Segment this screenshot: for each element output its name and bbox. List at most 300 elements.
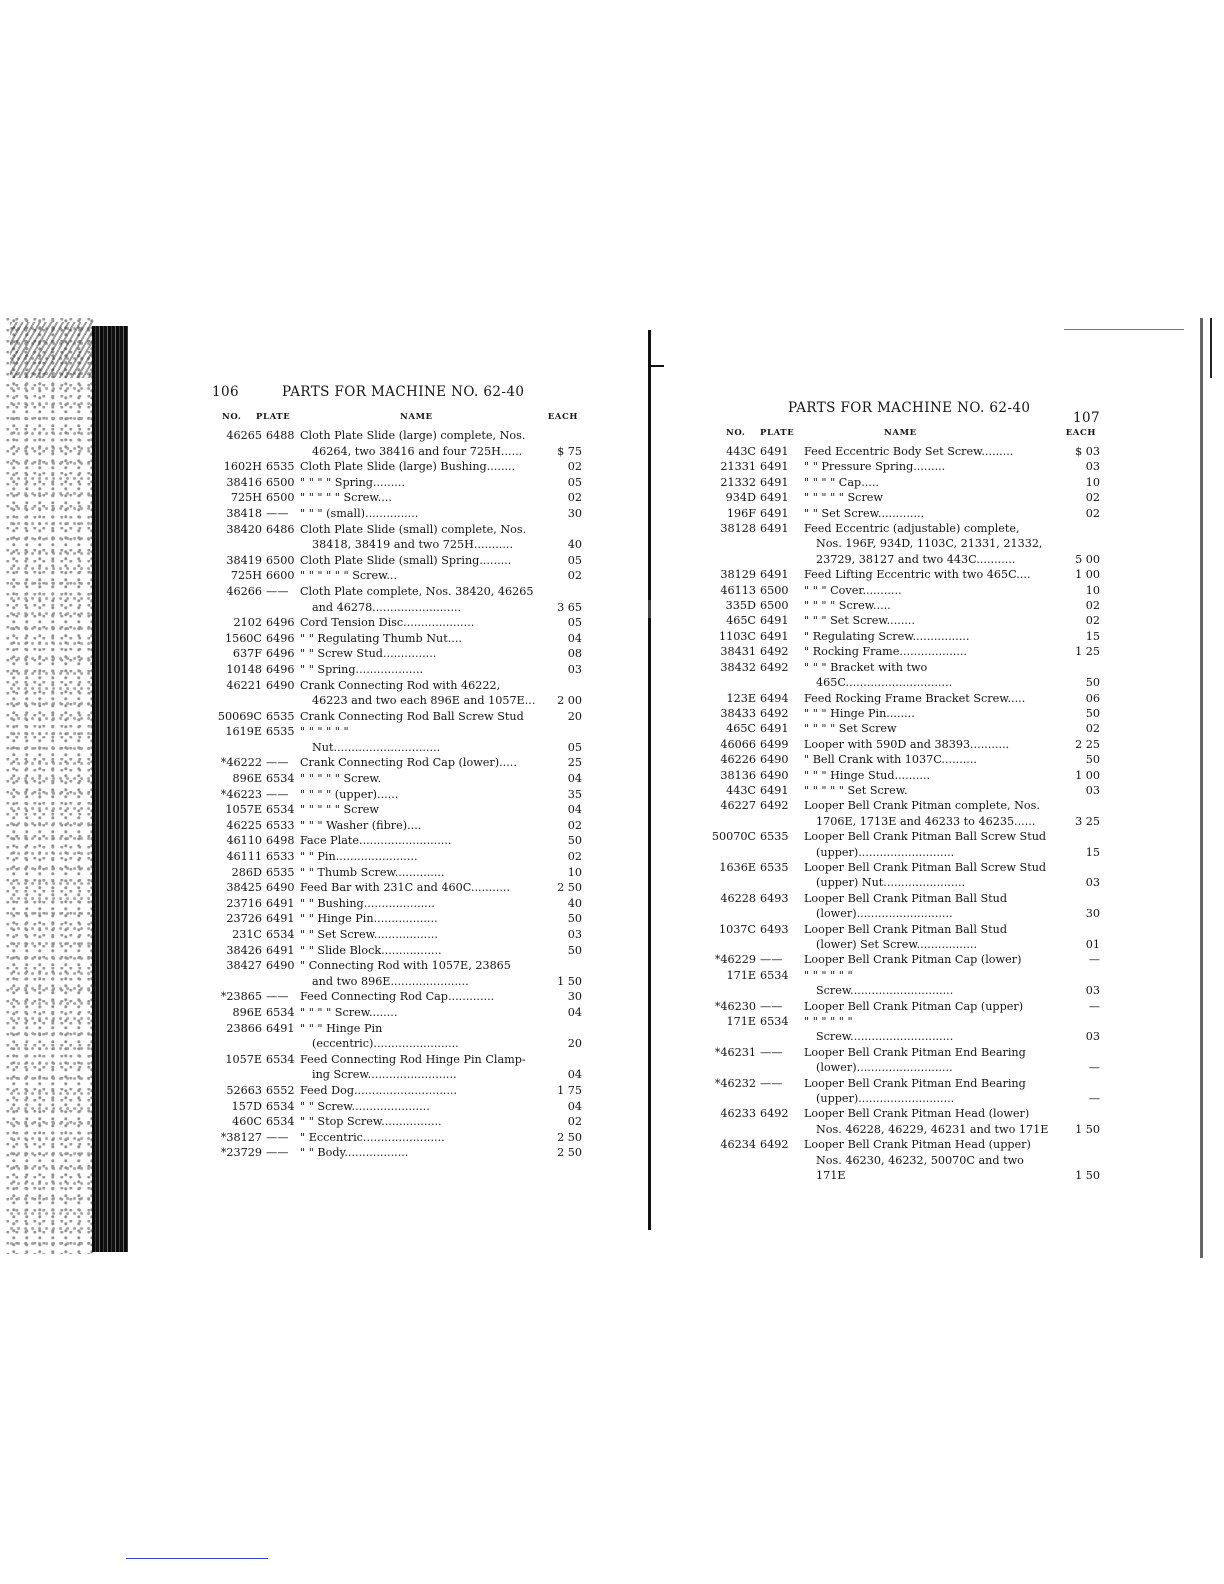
part-name [300,709,538,725]
part-name-line: " " " Set Screw........ [804,614,916,628]
part-row [212,1099,582,1115]
plate-number: 6491 [760,460,789,474]
part-name [300,646,538,662]
part-name [804,583,1052,598]
plate-number: 6490 [266,959,295,973]
col-head-plate: PLATE [256,412,291,422]
part-name-line: 465C.............................. [816,676,953,690]
part-number: 286D [231,865,262,879]
part-row [700,613,1100,628]
part-number: 335D [725,599,756,613]
part-name-line: Crank Connecting Rod with 46222, [300,678,501,692]
part-name [300,490,538,506]
part-row [212,553,582,569]
col-head-name: NAME [400,412,433,422]
part-price: — [1088,1061,1100,1075]
part-name [300,833,538,849]
part-name [300,1005,538,1021]
part-number: 38136 [720,768,756,782]
part-name [300,771,538,787]
part-row [212,475,582,491]
plate-number: 6535 [266,460,295,474]
part-name-line: " " Regulating Thumb Nut.... [300,631,462,645]
part-name-line: " " Set Screw.................. [300,928,438,941]
part-price: 1 00 [1075,768,1100,782]
part-price: 3 65 [557,600,582,614]
part-name-line: " " Spring................... [300,662,424,676]
parts-list [212,428,582,1161]
plate-number: 6535 [266,865,295,879]
plate-number: 6491 [760,445,789,458]
part-price: 02 [1085,599,1100,613]
part-name [300,849,538,865]
plate-number: 6494 [760,691,789,705]
column-heads [700,428,1100,444]
part-price: 02 [567,850,582,864]
part-price: 2 50 [557,1130,582,1144]
part-name-line: " Regulating Screw................ [804,629,970,643]
part-price: 03 [1085,460,1100,474]
part-row [212,584,582,615]
part-row [212,724,582,755]
part-row [700,660,1100,691]
part-row [212,958,582,989]
scan-top-line [1064,329,1184,330]
part-name-line: " Connecting Rod with 1057E, 23865 [300,959,511,973]
part-price: 30 [1085,907,1100,921]
part-row [212,927,582,943]
part-row [212,1021,582,1052]
part-row [700,783,1100,798]
part-name-line: " " Pin....................... [300,850,418,864]
part-price: 04 [567,803,582,817]
part-name-line: (eccentric)........................ [312,1037,459,1051]
part-name [804,459,1052,474]
part-name [804,490,1052,505]
part-name-line: Nos. 46230, 46232, 50070C and two 171E [816,1153,1024,1183]
plate-number: 6492 [760,706,789,720]
plate-number: 6600 [266,569,295,583]
part-name [804,922,1052,953]
part-number: 2102 [233,616,262,630]
part-number: *46232 [714,1076,756,1090]
part-number: 21332 [720,475,756,489]
part-name [804,1014,1052,1045]
part-name-line: " " " " " " Screw... [300,569,398,583]
plate-number: —— [760,1076,783,1090]
plate-number: —— [266,1130,289,1144]
part-name-line: Looper Bell Crank Pitman Cap (upper) [804,999,1024,1013]
part-number: 460C [232,1115,262,1129]
plate-number: —— [760,1045,783,1059]
part-row [212,1130,582,1146]
part-price: 25 [567,756,582,770]
part-price: 03 [1085,876,1100,890]
part-number: 171E [726,1015,756,1029]
part-name-line: Cloth Plate Slide (large) complete, Nos. [300,429,526,442]
plate-number: —— [266,990,289,1004]
part-number: 443C [726,783,756,797]
part-number: 123E [726,691,756,705]
part-name-line: 46264, two 38416 and four 725H...... [312,444,523,458]
part-name [804,768,1052,783]
part-row [212,522,582,553]
part-number: 23716 [226,896,262,910]
part-name-line: " " Body.................. [300,1146,409,1160]
part-name-line: Looper Bell Crank Pitman Head (upper) [804,1138,1031,1152]
part-number: 23726 [226,912,262,926]
part-price: 02 [567,818,582,832]
part-name-line: ing Screw......................... [312,1068,457,1082]
part-name-line: 1706E, 1713E and 46233 to 46235...... [816,814,1036,828]
plate-number: 6535 [760,860,789,874]
part-name [300,943,538,959]
part-number: 465C [726,722,756,736]
part-name [300,553,538,569]
part-number: 46265 [226,429,262,442]
part-price: 02 [1085,506,1100,520]
part-name-line: Crank Connecting Rod Ball Screw Stud [300,709,524,723]
plate-number: 6492 [760,799,789,813]
part-number: 46113 [720,583,756,597]
part-number: 46221 [226,678,262,692]
col-head-no: NO. [222,412,242,422]
part-name [300,1099,538,1115]
plate-number: —— [266,1146,289,1160]
part-row [212,615,582,631]
part-name-line: Feed Eccentric Body Set Screw......... [804,445,1014,458]
part-name-line: " " " " " " [804,968,853,982]
part-number: 896E [232,772,262,786]
part-price: 35 [567,787,582,801]
part-name-line: " " Pressure Spring......... [804,460,946,474]
part-name [300,631,538,647]
part-number: 46226 [720,753,756,767]
part-row [700,798,1100,829]
part-price: 01 [1085,938,1100,951]
part-row [212,755,582,771]
part-name [804,521,1052,567]
part-name-line: " " " " Screw........ [300,1005,398,1019]
part-number: *46230 [714,999,756,1013]
part-number: 46227 [720,799,756,813]
part-name [804,968,1052,999]
part-name-line: Cloth Plate Slide (small) complete, Nos. [300,522,527,536]
part-name-line: Looper Bell Crank Pitman End Bearing [804,1045,1026,1059]
part-number: 725H [230,491,262,505]
part-name [300,724,538,755]
plate-number: 6534 [266,928,295,941]
plate-number: 6490 [266,881,295,895]
part-number: 21331 [720,460,756,474]
part-name-line: " " Screw...................... [300,1099,430,1113]
part-number: 443C [726,445,756,458]
part-name [804,691,1052,706]
part-price: 05 [567,553,582,567]
part-number: 46110 [226,834,262,848]
part-name-line: " " " " " Set Screw. [804,783,908,797]
part-row [700,691,1100,706]
part-number: 46066 [720,737,756,751]
part-row [212,865,582,881]
col-head-each: EACH [547,412,578,422]
plate-number: 6500 [760,583,789,597]
part-number: 38128 [720,522,756,536]
part-row [212,490,582,506]
part-name [804,737,1052,752]
part-price: 05 [567,740,582,754]
part-name-line: " " " " " " [804,1015,853,1029]
part-row [212,989,582,1005]
part-name-line: " " Set Screw............. [804,506,925,520]
part-name-line: " " " (small)............... [300,506,419,520]
part-price: 02 [1085,614,1100,628]
part-row [700,598,1100,613]
part-row [700,1045,1100,1076]
part-price: 1 50 [557,974,582,988]
part-row [212,896,582,912]
part-name-line: Cloth Plate Slide (small) Spring......... [300,553,512,567]
part-row [212,631,582,647]
right-page [700,400,1100,1184]
part-name-line: " " " Cover........... [804,583,902,597]
gutter-line [648,330,651,1230]
part-row [700,644,1100,659]
part-row [700,860,1100,891]
part-name-line: 38418, 38419 and two 725H........... [312,538,514,552]
part-price: 02 [567,460,582,474]
part-name-line: Feed Connecting Rod Hinge Pin Clamp- [300,1052,526,1066]
part-number: 38419 [226,553,262,567]
part-row [212,787,582,803]
plate-number: 6491 [760,491,789,505]
part-price: 03 [1085,984,1100,998]
part-name [300,1083,538,1099]
part-price: 02 [567,1115,582,1129]
part-name-line: " " Screw Stud............... [300,647,437,661]
part-row [700,490,1100,505]
part-name [300,475,538,491]
part-number: 1057E [225,1052,262,1066]
part-price: 02 [567,569,582,583]
part-number: 52663 [226,1083,262,1097]
part-price: 50 [567,943,582,957]
plate-number: 6491 [760,568,789,582]
plate-number: —— [760,999,783,1013]
part-row [212,646,582,662]
plate-number: —— [266,584,289,598]
part-name [300,1130,538,1146]
part-name-line: " " " " (upper)...... [300,787,399,801]
part-price: 40 [567,538,582,552]
part-name [804,752,1052,767]
plate-number: 6490 [266,678,295,692]
part-row [700,752,1100,767]
part-number: *46231 [714,1045,756,1059]
part-price: 2 25 [1075,737,1100,751]
running-title: PARTS FOR MACHINE NO. 62-40 [788,400,1031,416]
part-name-line: (lower)........................... [816,907,953,921]
part-number: 38418 [226,506,262,520]
part-price: 50 [1085,753,1100,767]
plate-number: 6533 [266,850,295,864]
plate-number: 6493 [760,922,789,936]
part-row [212,833,582,849]
plate-number: 6491 [760,475,789,489]
part-name [804,999,1052,1014]
plate-number: 6534 [266,772,295,786]
part-name [804,660,1052,691]
part-name-line: " Rocking Frame................... [804,645,967,659]
part-row [700,829,1100,860]
part-price: 04 [567,1068,582,1082]
part-name-line: Looper Bell Crank Pitman Ball Stud [804,891,1008,905]
part-number: 1560C [224,631,262,645]
part-price: $ 03 [1075,445,1100,458]
part-price: 1 50 [1075,1169,1100,1183]
part-name [804,1045,1052,1076]
part-number: 725H [230,569,262,583]
part-name [300,584,538,615]
part-name [804,444,1052,459]
part-price: 1 25 [1075,645,1100,659]
part-name-line: Looper Bell Crank Pitman End Bearing [804,1076,1026,1090]
part-number: 1602H [223,460,262,474]
plate-number: —— [266,506,289,520]
plate-number: 6533 [266,818,295,832]
part-number: 465C [726,614,756,628]
part-number: 50069C [217,709,262,723]
part-name [804,952,1052,967]
part-price: 1 75 [557,1083,582,1097]
part-price: 05 [567,616,582,630]
part-name-line: " " " Hinge Pin [300,1021,383,1035]
part-price: 50 [1085,676,1100,690]
part-row [700,521,1100,567]
part-name [300,989,538,1005]
binding-speckle [6,318,96,1254]
part-name-line: Looper with 590D and 38393........... [804,737,1010,751]
part-name [300,818,538,834]
part-name-line: and 46278......................... [312,600,462,614]
part-name-line: Looper Bell Crank Pitman Head (lower) [804,1107,1030,1121]
part-price: 5 00 [1075,552,1100,566]
part-name-line: Looper Bell Crank Pitman Ball Screw Stud [804,860,1047,874]
part-number: 896E [232,1005,262,1019]
part-number: 38433 [720,706,756,720]
plate-number: 6486 [266,522,295,536]
part-name [300,568,538,584]
part-price: 15 [1085,629,1100,643]
part-name [804,706,1052,721]
part-number: 1037C [718,922,756,936]
part-row [212,568,582,584]
part-price: 30 [567,506,582,520]
part-name-line: Screw............................. [816,1030,954,1044]
part-price: 1 50 [1075,1122,1100,1136]
part-number: 46233 [720,1107,756,1121]
part-price: 04 [567,772,582,786]
part-name-line: Cloth Plate Slide (large) Bushing........ [300,460,516,474]
part-price: 03 [567,662,582,676]
part-number: 46225 [226,818,262,832]
part-price: $ 75 [557,444,582,458]
part-number: 38129 [720,568,756,582]
part-number: 46111 [226,850,262,864]
page-number: 106 [212,384,239,400]
part-name-line: " " Bushing.................... [300,896,435,910]
part-name-line: (lower) Set Screw................. [816,938,978,951]
part-name-line: " " Stop Screw................. [300,1115,442,1129]
part-number: 157D [231,1099,262,1113]
col-head-plate: PLATE [760,428,795,438]
part-row [212,1052,582,1083]
part-name-line: Looper Bell Crank Pitman Ball Stud [804,922,1008,936]
right-page-edge [1200,318,1203,1258]
part-row [212,880,582,896]
part-name-line: Looper Bell Crank Pitman Ball Screw Stud [804,830,1047,844]
part-price: 2 50 [557,881,582,895]
part-name [804,860,1052,891]
part-row [700,737,1100,752]
part-name-line: (upper)........................... [816,1092,955,1106]
part-price: 1 00 [1075,568,1100,582]
column-heads [212,412,582,428]
part-name [804,1076,1052,1107]
part-price: 03 [1085,1030,1100,1044]
part-name-line: Cord Tension Disc.................... [300,616,475,630]
part-name [300,755,538,771]
part-number: 38420 [226,522,262,536]
part-price: 04 [567,631,582,645]
part-number: 10148 [226,662,262,676]
part-name-line: " Bell Crank with 1037C.......... [804,753,977,767]
plate-number: 6491 [760,783,789,797]
part-price: 04 [567,1005,582,1019]
part-name-line: Face Plate.......................... [300,834,452,848]
part-name [300,615,538,631]
part-price: 02 [1085,722,1100,736]
part-number: 196F [726,506,756,520]
part-row [700,1106,1100,1137]
part-row [212,943,582,959]
part-price: 02 [1085,491,1100,505]
part-number: *46222 [220,756,262,770]
part-row [700,952,1100,967]
plate-number: 6496 [266,631,295,645]
part-row [212,709,582,725]
part-row [212,771,582,787]
part-row [700,891,1100,922]
part-price: 3 25 [1075,814,1100,828]
part-price: — [1088,953,1100,967]
part-name [804,783,1052,798]
part-name-line: 23729, 38127 and two 443C........... [816,552,1016,566]
part-row [212,818,582,834]
binding-shadow [10,322,94,378]
part-name [804,475,1052,490]
part-name-line: " " " Bracket with two [804,660,928,674]
part-row [212,678,582,709]
part-row [700,1137,1100,1183]
part-name-line: and two 896E...................... [312,974,469,988]
plate-number: 6492 [760,660,789,674]
part-name-line: Feed Connecting Rod Cap............. [300,990,495,1004]
part-row [212,911,582,927]
part-row [700,768,1100,783]
part-row [700,706,1100,721]
part-number: 934D [725,491,756,505]
